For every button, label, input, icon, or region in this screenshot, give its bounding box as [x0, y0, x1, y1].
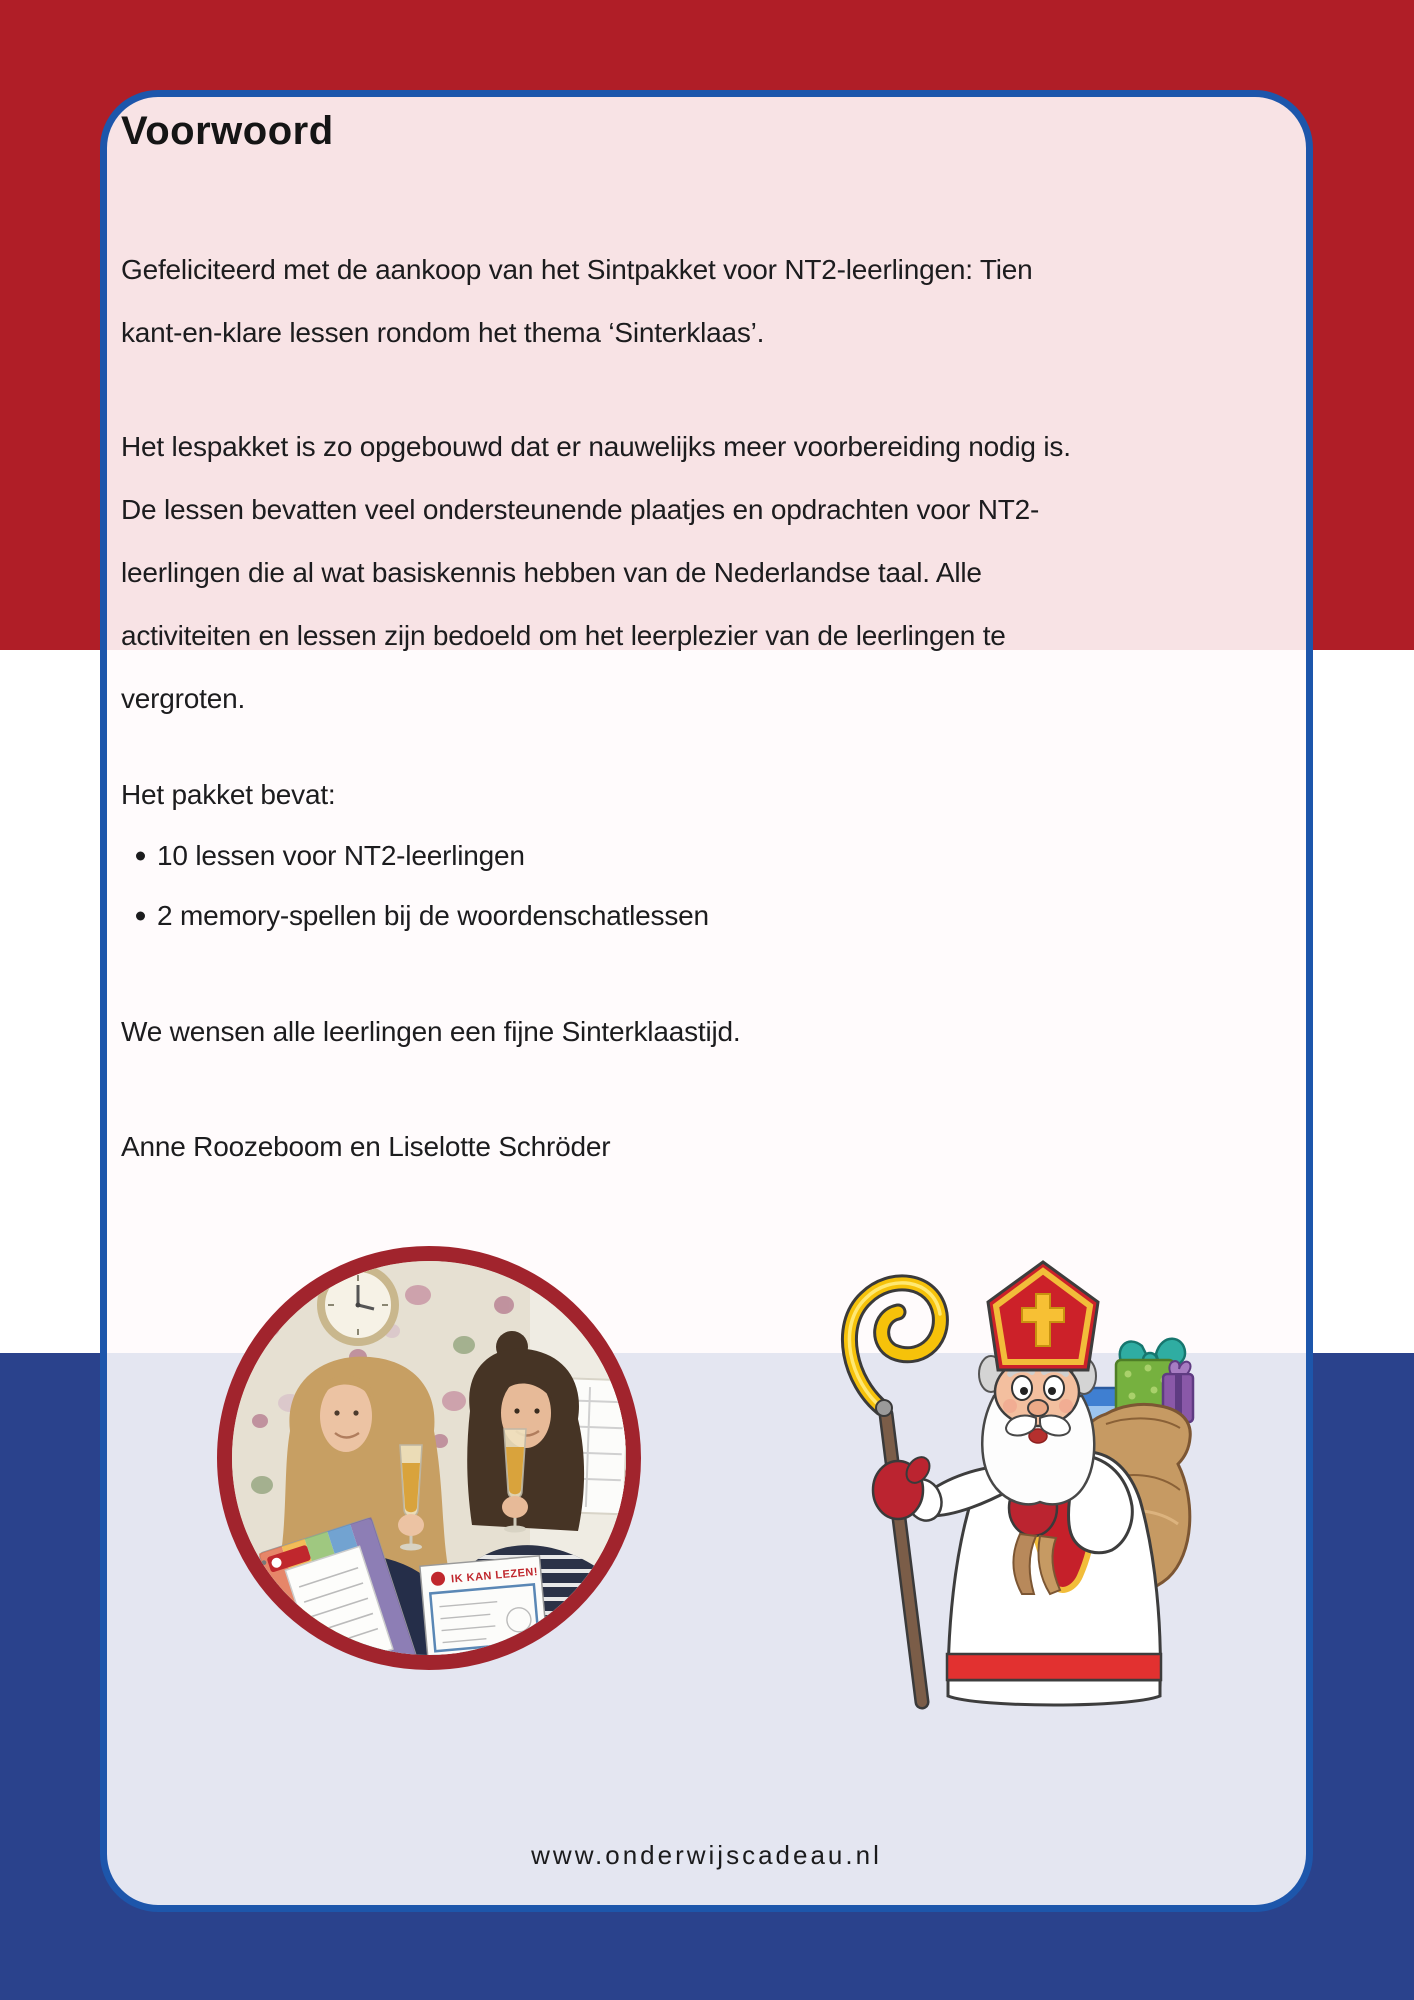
text-line: vergroten. — [121, 683, 246, 714]
content-card — [100, 90, 1313, 1912]
mitre-icon — [988, 1262, 1098, 1370]
nose — [1028, 1400, 1048, 1416]
text-line: leerlingen die al wat basiskennis hebben van de Nederlandse taal. Alle — [121, 557, 982, 588]
bullet-icon — [136, 852, 145, 861]
text-line: We wensen alle leerlingen een fijne Sinterklaastijd. — [121, 1016, 741, 1047]
sinterklaas-graphic — [830, 1256, 1195, 1711]
authors-photo — [217, 1246, 641, 1670]
text-line: Het pakket bevat: — [121, 779, 336, 810]
list-item-label: 2 memory-spellen bij de woordenschatlessen — [157, 900, 709, 931]
authors-photo-graphic — [232, 1261, 626, 1655]
text-line: Het lespakket is zo opgebouwd dat er nauwelijks meer voorbereiding nodig is. — [121, 431, 1071, 462]
blanket — [232, 1594, 304, 1655]
signature-line — [121, 1115, 1288, 1178]
list-item — [121, 826, 1288, 886]
footer-website: www.onderwijscadeau.nl — [531, 1840, 882, 1870]
text-line: Gefeliciteerd met de aankoop van het Sintpakket voor NT2-leerlingen: Tien — [121, 254, 1033, 285]
text-line: kant-en-klare lessen rondom het thema ‘Sinterklaas’. — [121, 317, 765, 348]
page-title: Voorwoord — [121, 109, 334, 153]
list-intro — [121, 763, 1288, 826]
wall-clock-icon — [321, 1268, 395, 1342]
sinterklaas-illustration — [830, 1256, 1195, 1711]
text-line: De lessen bevatten veel ondersteunende plaatjes en opdrachten voor NT2- — [121, 494, 1040, 525]
description-paragraph — [121, 415, 1288, 730]
text-line: activiteiten en lessen zijn bedoeld om het leerplezier van de leerlingen te — [121, 620, 1006, 651]
reading-booklet — [420, 1556, 548, 1655]
booklet-title: IK KAN LEZEN! — [450, 1565, 539, 1586]
text-line: Anne Roozeboom en Liselotte Schröder — [121, 1131, 611, 1162]
bullet-icon — [136, 912, 145, 921]
package-contents-list — [121, 826, 1288, 946]
document-body — [107, 108, 1306, 1178]
closing-line — [121, 1000, 1288, 1063]
list-item-label: 10 lessen voor NT2-leerlingen — [157, 840, 525, 871]
list-item — [121, 886, 1288, 946]
intro-paragraph — [121, 238, 1288, 364]
